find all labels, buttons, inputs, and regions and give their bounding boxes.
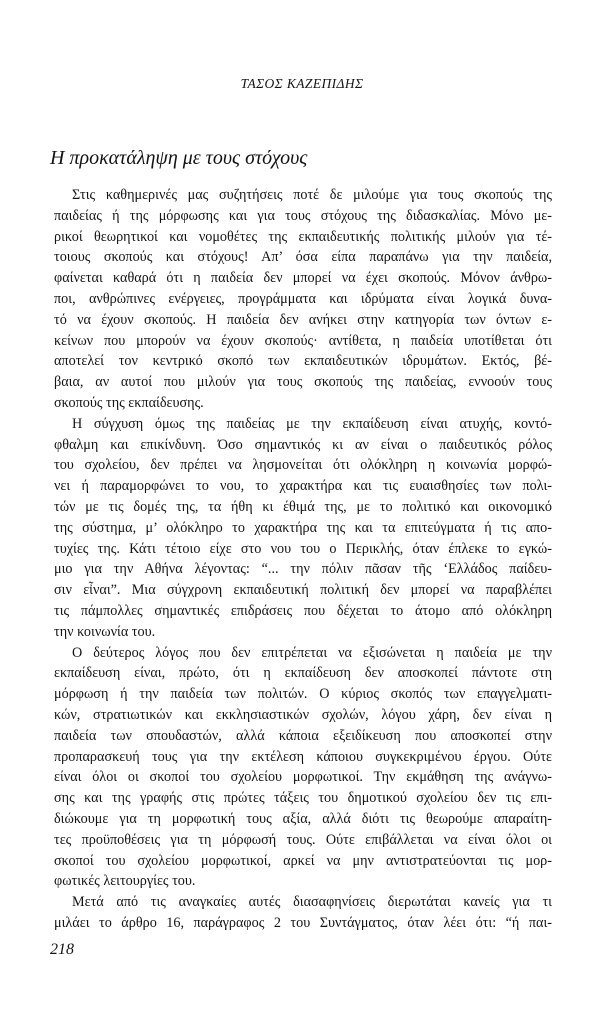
text-line: την κοινωνία του. — [54, 623, 156, 640]
text-line: αποτελεί τον κεντρικό σκοπό των εκπαιδευτικών ιδρυμάτων. Εκτός, βέ- — [54, 353, 552, 370]
text-line: Μετά από τις αναγκαίες αυτές διασαφηνίσεις διερωτάται κανείς για τι — [72, 894, 552, 911]
text-line: φθαλμη και επικίνδυνη. Όσο σημαντικός κι αν είναι ο παιδευτικός ρόλος — [54, 436, 552, 453]
text-line: μόρφωση ή την παιδεία των πολιτών. Ο κύριος σκοπός των επαγγελματι- — [54, 686, 552, 703]
text-line: ρικοί θεωρητικοί και νομοθέτες της εκπαιδευτικής πολιτικής μιλούν για τέ- — [54, 228, 552, 245]
text-line: σκοποί του σχολείου μορφωτικοί, αρκεί να μην αντιστρατεύονται τις μορ- — [54, 852, 552, 869]
text-line: εκπαίδευση είναι, πρώτο, ότι η εκπαίδευση δεν αποσκοπεί πάντοτε στη — [54, 665, 552, 682]
text-line: βαια, αν αυτοί που μιλούν για τους σκοπούς της παιδείας, εννοούν τους — [54, 374, 552, 391]
text-line: μιλάει το άρθρο 16, παράγραφος 2 του Συντάγματος, όταν λέει ότι: “ή παι- — [54, 914, 552, 931]
text-line: κείνων που μπορούν να έχουν σκοπούς· αντίθετα, η παιδεία υποτίθεται ότι — [54, 332, 552, 349]
section-title: Η προκατάληψη με τους στόχους — [50, 147, 308, 169]
text-line: τοιους σκοπούς και στόχους! Απ’ όσα είπα παραπάνω για την παιδεία, — [54, 249, 552, 266]
text-line: παιδεία των σπουδαστών, αλλά κάποια εξειδίκευση που αποσκοπεί στην — [54, 727, 552, 744]
text-line: τις πάμπολλες σημαντικές επιδράσεις που δέχεται το άτομο από ολόκληρη — [54, 602, 552, 619]
text-line: τες προϋποθέσεις για τη μόρφωσή τους. Ούτε επιβάλλεται να είναι όλοι οι — [54, 831, 552, 848]
text-line: φαίνεται καθαρά ότι η παιδεία δεν μπορεί να έχει σκοπούς. Μόνον άνθρω- — [54, 270, 552, 287]
text-line: ποι, ανθρώπινες ενέργειες, προγράμματα και ιδρύματα είναι λογικά δυνα- — [54, 290, 552, 307]
text-line: προπαρασκευή τους για την εκτέλεση κάποιου συγκεκριμένου έργου. Ούτε — [54, 748, 552, 765]
text-line: Στις καθημερινές μας συζητήσεις ποτέ δε μιλούμε για τους σκοπούς της — [72, 187, 552, 203]
body-text — [54, 185, 552, 934]
text-line: μιο για την Αθήνα λέγοντας: “... την πόλιν πᾶσαν τῆς ‘Ελλάδος παίδευ- — [54, 561, 552, 578]
page-number: 218 — [50, 941, 74, 958]
text-line: τό να έχουν σκοπούς. Η παιδεία δεν ανήκει στην κατηγορία των όντων ε- — [54, 311, 552, 328]
text-line: του σχολείου, δεν πρέπει να λησμονείται ότι ολόκληρη η κοινωνία μορφώ- — [54, 457, 552, 474]
text-line: Ο δεύτερος λόγος που δεν επιτρέπεται να εξισώνεται η παιδεία με την — [72, 644, 552, 661]
text-line: σιν εἶναι”. Μια σύγχρονη εκπαιδευτική πολιτική δεν μπορεί να παραβλέπει — [54, 582, 552, 599]
text-line: είναι όλοι οι σκοποί του σχολείου μορφωτικοί. Την εκμάθηση της ανάγνω- — [54, 769, 552, 786]
running-head: ΤΑΣΟΣ ΚΑΖΕΠΙΔΗΣ — [240, 76, 364, 91]
text-line: της σύστημα, μ’ ολόκληρο το χαρακτήρα της και τα επιτεύγματα ή τις απο- — [54, 519, 552, 536]
text-line: διώκουμε για τη μορφωτική τους αξία, αλλά διότι τις θεωρούμε απαραίτη- — [54, 810, 552, 827]
text-line: Η σύγχυση όμως της παιδείας με την εκπαίδευση είναι ατυχής, κοντό- — [72, 415, 552, 432]
text-line: νει ή παραμορφώνει το νου, το χαρακτήρα και τις ευαισθησίες των πολι- — [54, 478, 552, 495]
text-line: σκοπούς της εκπαίδευσης. — [54, 394, 204, 411]
text-line: τυχίες της. Κάτι τέτοιο είχε στο νου του ο Περικλής, όταν έπλεκε το εγκώ- — [54, 540, 552, 557]
text-line: κών, στρατιωτικών και εκκλησιαστικών σχολών, λόγου χάρη, δεν είναι η — [54, 706, 552, 723]
text-line: παιδείας ή της μόρφωσης και για τους στόχους της διδασκαλίας. Μόνο με- — [54, 207, 552, 224]
text-line: τών με τις δομές της, τα ήθη κι έθιμά της, με το πολιτικό και οικονομικό — [54, 498, 552, 515]
text-line: σης και της γραφής στις πρώτες τάξεις του δημοτικού σχολείου δεν τις επι- — [54, 790, 552, 807]
text-line: φωτικές λειτουργίες του. — [54, 873, 196, 890]
